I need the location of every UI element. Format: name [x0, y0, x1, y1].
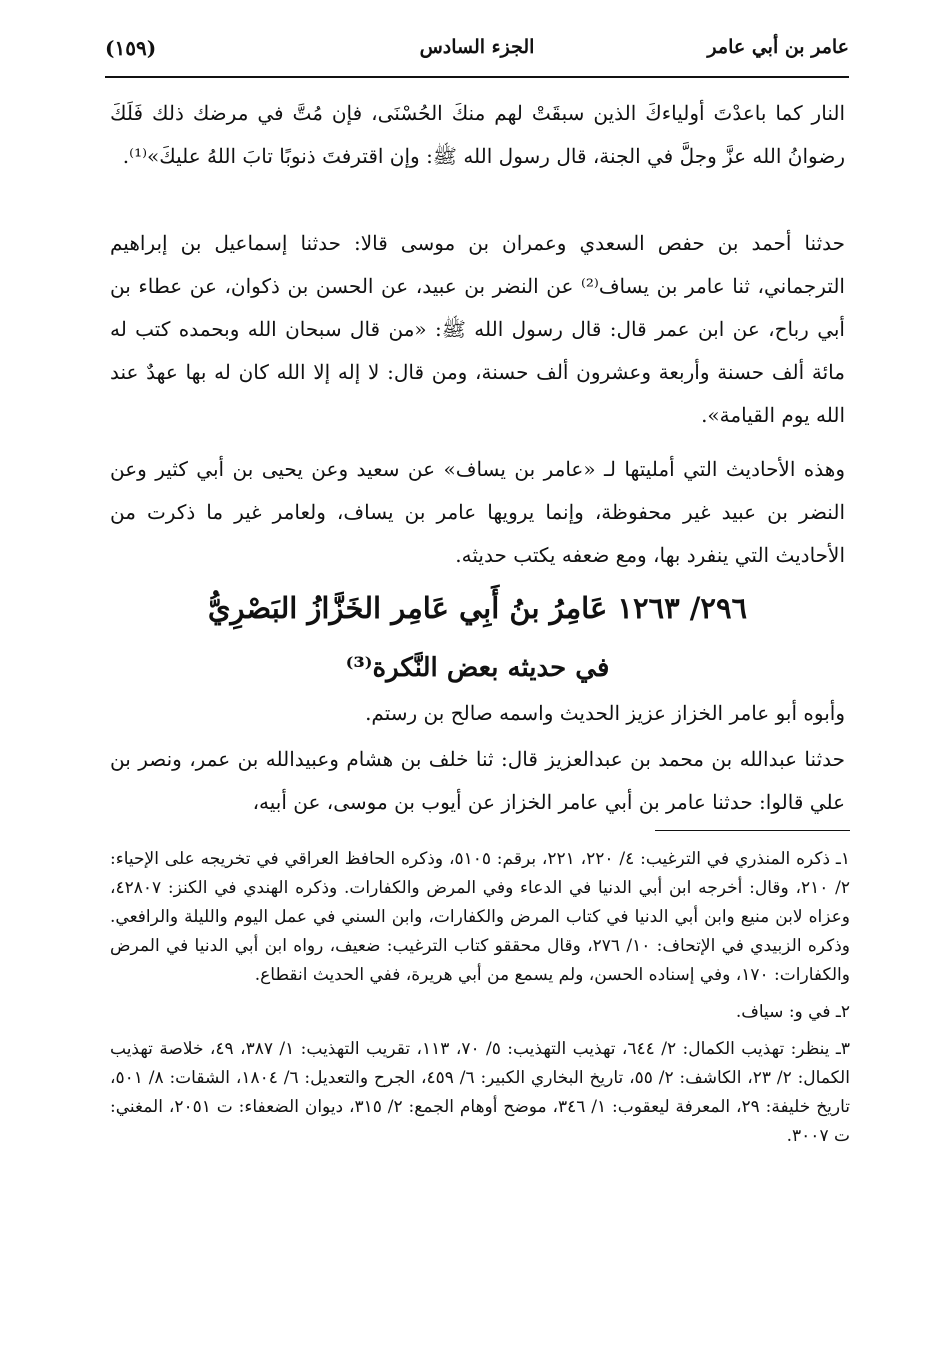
- paragraph-5: حدثنا عبدالله بن محمد بن عبدالعزيز قال: ثنا خلف بن هشام وعبيدالله بن عمر، ونصر بن علي قالوا: حدثنا عامر بن أبي عامر الخزاز عن أيوب بن موسى، عن أبيه،: [110, 747, 845, 814]
- entry-subtitle: في حديثه بعض النَّكرة⁽³⁾: [345, 653, 610, 683]
- header-divider: [105, 76, 849, 78]
- page-header: [105, 34, 849, 74]
- paragraph-1: النار كما باعدْتَ أولياءكَ الذين سبقَتْ لهم منكَ الحُسْنَى، فإن مُتَّ في مرضك ذلك فَلَكَ رضوانُ الله عزَّ وجلَّ في الجنة، قال رسول الله ﷺ: وإن اقترفتَ ذنوبًا تابَ اللهُ عليكَ»⁽¹⁾.: [110, 101, 845, 168]
- footnote-1: ١ـ ذكره المنذري في الترغيب: ٤/ ٢٢٠، ٢٢١، برقم: ٥١٠٥، وذكره الحافظ العراقي في تخريجه على الإحياء: ٢/ ٢١٠، وقال: أخرجه ابن أبي الدنيا في الدعاء وفي المرض والكفارات. وذكره الهندي في الكنز: ٤٢٨٠٧، وعزاه لابن منيع وابن أبي الدنيا في كتاب المرض والكفارات، وابن السني في عمل اليوم والليلة والرافعي. وذكره الزبيدي في الإتحاف: ١٠/ ٢٧٦، وقال محققو كتاب الترغيب: ضعيف، رواه ابن أبي الدنيا في المرض والكفارات: ١٧٠، وفي إسناده الحسن، ولم يسمع من أبي هريرة، ففي الحديث انقطاع.: [110, 849, 850, 985]
- footnote-3: ٣ـ ينظر: تهذيب الكمال: ٢/ ٦٤٤، تهذيب التهذيب: ٥/ ٧٠، ١١٣، تقريب التهذيب: ١/ ٣٨٧، ٤٩، خلاصة تهذيب الكمال: ٢/ ٢٣، الكاشف: ٢/ ٥٥، تاريخ البخاري الكبير: ٦/ ٤٥٩، الجرح والتعديل: ٦/ ١٨٠٤، الشقات: ٨/ ٥٠١، تاريخ خليفة: ٢٩، المعرفة ليعقوب: ١/ ٣٤٦، موضح أوهام الجمع: ٢/ ٣١٥، ديوان الضعفاء: ت ٢٠٥١، المغني: ت ٣٠٠٧.: [110, 1039, 851, 1146]
- footnotes: [110, 845, 850, 1159]
- page-number: (١٥٩): [105, 36, 157, 60]
- paragraph-3: وهذه الأحاديث التي أمليتها لـ «عامر بن يساف» عن سعيد وعن يحيى بن أبي كثير وعن النضر بن عبيد غير محفوظة، وإنما يرويها عامر بن يساف، ولعامر غير ما ذكرت من الأحاديث التي ينفرد بها، ومع ضعفه يكتب حديثه.: [110, 457, 845, 567]
- entry-title: ٢٩٦/ ١٢٦٣ عَامِرُ بنُ أَبِي عَامِر الخَزَّازُ البَصْرِيُّ: [207, 591, 748, 625]
- running-title: عامر بن أبي عامر: [707, 36, 849, 58]
- paragraph-4: وأبوه أبو عامر الخزاز عزيز الحديث واسمه صالح بن رستم.: [365, 701, 845, 725]
- footnote-divider: [655, 830, 850, 831]
- footnote-2: ٢ـ في و: سياف.: [735, 1002, 850, 1022]
- volume-label: الجزء السادس: [419, 36, 535, 58]
- paragraph-2: حدثنا أحمد بن حفص السعدي وعمران بن موسى قالا: حدثنا إسماعيل بن إبراهيم الترجماني، ثنا عامر بن يساف⁽²⁾ عن النضر بن عبيد، عن الحسن بن ذكوان، عن عطاء بن أبي رباح، عن ابن عمر قال: قال رسول الله ﷺ: «من قال سبحان الله وبحمده كتب له مائة ألف حسنة وأربعة وعشرون ألف حسنة، ومن قال: لا إله إلا الله كان له بها عهدٌ عند الله يوم القيامة».: [110, 231, 845, 427]
